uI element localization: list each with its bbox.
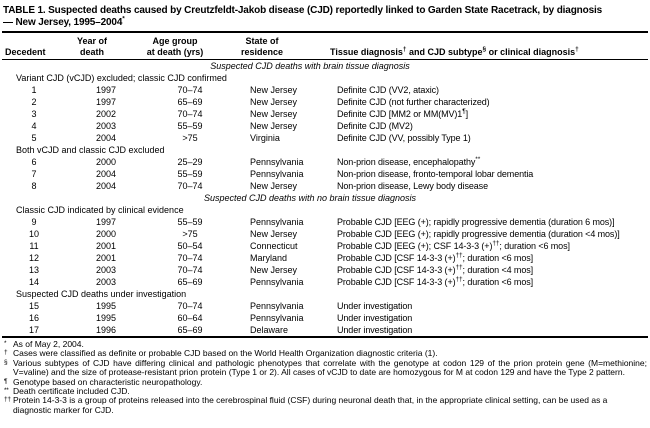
cell-age-group: 55–59: [177, 169, 203, 179]
cell-state-of-residence: New Jersey: [250, 97, 298, 107]
cell-state-of-residence: New Jersey: [250, 229, 298, 239]
table-row: [2, 324, 648, 336]
footnote-text: Protein 14-3-3 is a group of proteins released into the cerebrospinal fluid (CSF) during neuronal death that, in the appropriate clinical setting, can be used as a diagnostic marker for CJD.: [13, 395, 608, 415]
cell-diagnosis: Probable CJD [CSF 14-3-3 (+)††; duration <6 mos]: [337, 276, 534, 287]
table-row: [2, 156, 648, 168]
cell-year-of-death: 1997: [95, 217, 117, 227]
cell-year-of-death: 2004: [95, 169, 117, 179]
cell-state-of-residence: Connecticut: [250, 241, 298, 251]
table-row: [2, 216, 648, 228]
cell-diagnosis: Under investigation: [337, 325, 413, 335]
footnote-symbol: §: [4, 358, 8, 366]
table-row: [2, 240, 648, 252]
footnote-symbol: ††: [4, 396, 11, 404]
table-title-line2: — New Jersey, 1995–2004*: [3, 15, 125, 28]
cell-state-of-residence: Delaware: [250, 325, 289, 335]
cell-age-group: 50–54: [177, 241, 203, 251]
cell-year-of-death: 1995: [95, 301, 117, 311]
cell-age-group: 70–74: [177, 181, 203, 191]
cell-diagnosis: Definite CJD (VV2, ataxic): [337, 85, 439, 95]
cell-age-group: 70–74: [177, 85, 203, 95]
cell-diagnosis: Non-prion disease, fronto-temporal lobar dementia: [337, 169, 534, 179]
footnote-text: Genotype based on characteristic neuropathology.: [13, 376, 203, 387]
cell-year-of-death: 2003: [95, 265, 117, 275]
section-header: Suspected CJD deaths with no brain tissue diagnosis: [203, 193, 417, 203]
cell-age-group: 55–59: [177, 217, 203, 227]
footnote-symbol: *: [4, 340, 7, 347]
footnote-item: [2, 396, 647, 415]
cell-state-of-residence: Pennsylvania: [250, 157, 304, 167]
cell-state-of-residence: New Jersey: [250, 181, 298, 191]
table-row: [2, 120, 648, 132]
cell-year-of-death: 1997: [95, 85, 117, 95]
col-header-diagnosis-label: Tissue diagnosis† and CJD subtype§ or clinical diagnosis†: [330, 45, 579, 57]
group-label: Variant CJD (vCJD) excluded; classic CJD confirmed: [16, 73, 227, 83]
footnote-text: Various subtypes of CJD have differing clinical and pathologic phenotypes that correlate with the genotype at codon 129 of the prion protein gene (M=methionine; V=valine) and the size of protease-resistant prion protein (Type 1 or 2). All cases of vCJD to date are homozygous for M at codon 129 and have the Type 2 pattern.: [13, 357, 647, 378]
col-header-age-line1: Age group: [152, 36, 198, 46]
table-row: [2, 96, 648, 108]
cell-age-group: 25–29: [177, 157, 203, 167]
cell-decedent: 7: [31, 169, 37, 179]
footnote-symbol: †: [4, 349, 8, 357]
cell-year-of-death: 2000: [95, 229, 117, 239]
group-label: Both vCJD and classic CJD excluded: [16, 145, 165, 155]
cell-diagnosis: Probable CJD [CSF 14-3-3 (+)††; duration <6 mos]: [337, 252, 534, 263]
cell-decedent: 10: [28, 229, 39, 239]
group-label: Classic CJD indicated by clinical evidence: [16, 205, 184, 215]
cell-age-group: 60–64: [177, 313, 203, 323]
cell-age-group: >75: [182, 133, 198, 143]
cell-age-group: 55–59: [177, 121, 203, 131]
table-row: [2, 312, 648, 324]
col-header-age-group: [146, 36, 234, 57]
cell-decedent: 5: [31, 133, 37, 143]
col-header-diagnosis: [330, 47, 650, 58]
cell-diagnosis: Probable CJD [EEG (+); CSF 14-3-3 (+)††; duration <6 mos]: [337, 240, 570, 251]
cell-decedent: 1: [31, 85, 37, 95]
cell-decedent: 14: [28, 277, 39, 287]
cell-diagnosis: Definite CJD (VV, possibly Type 1): [337, 133, 471, 143]
cell-decedent: 16: [28, 313, 39, 323]
col-header-decedent: [2, 47, 66, 58]
cell-decedent: 6: [31, 157, 37, 167]
cell-state-of-residence: Pennsylvania: [250, 277, 304, 287]
cell-state-of-residence: Pennsylvania: [250, 169, 304, 179]
cell-year-of-death: 2000: [95, 157, 117, 167]
table-row: [2, 84, 648, 96]
col-header-state-line1: State of: [245, 36, 279, 46]
table-row: [2, 264, 648, 276]
cell-diagnosis: Non-prion disease, Lewy body disease: [337, 181, 488, 191]
cell-year-of-death: 1996: [95, 325, 117, 335]
cell-diagnosis: Non-prion disease, encephalopathy**: [337, 156, 481, 167]
table-row: [2, 228, 648, 240]
cell-decedent: 2: [31, 97, 37, 107]
cell-year-of-death: 2004: [95, 181, 117, 191]
cell-year-of-death: 2001: [95, 241, 117, 251]
col-header-age-line2: at death (yrs): [146, 46, 204, 57]
cell-year-of-death: 2004: [95, 133, 117, 143]
cell-state-of-residence: Maryland: [250, 253, 288, 263]
table-title: [2, 0, 648, 31]
cell-year-of-death: 2003: [95, 277, 117, 287]
footnote-text: Cases were classified as definite or probable CJD based on the World Health Organization diagnostic criteria (1).: [13, 348, 438, 359]
cell-decedent: 12: [28, 253, 39, 263]
cell-state-of-residence: Pennsylvania: [250, 301, 304, 311]
table-title-line1: TABLE 1. Suspected deaths caused by Creutzfeldt-Jakob disease (CJD) reportedly linked to Garden State Racetrack, by diagnosis: [3, 5, 603, 16]
cell-decedent: 11: [29, 241, 39, 251]
cell-state-of-residence: Virginia: [250, 133, 280, 143]
cell-decedent: 3: [31, 109, 37, 119]
cell-year-of-death: 1995: [95, 313, 117, 323]
table-row: [2, 180, 648, 192]
cell-decedent: 9: [31, 217, 37, 227]
cell-diagnosis: Probable CJD [EEG (+); rapidly progressive dementia (duration 6 mos)]: [337, 217, 615, 227]
col-header-year-line1: Year of: [76, 36, 107, 46]
cell-age-group: 65–69: [177, 97, 203, 107]
cell-diagnosis: Definite CJD [MM2 or MM(MV)1¶]: [337, 108, 469, 119]
footnote-text: As of May 2, 2004.: [13, 339, 84, 349]
table-row: [2, 276, 648, 288]
cell-age-group: >75: [182, 229, 198, 239]
cell-state-of-residence: New Jersey: [250, 265, 298, 275]
cell-age-group: 65–69: [177, 325, 203, 335]
cell-year-of-death: 2002: [95, 109, 117, 119]
cell-diagnosis: Under investigation: [337, 313, 413, 323]
cell-decedent: 8: [31, 181, 37, 191]
cell-decedent: 17: [28, 325, 39, 335]
cell-diagnosis: Definite CJD (MV2): [337, 121, 413, 131]
cell-decedent: 15: [28, 301, 39, 311]
col-header-year-line2: death: [79, 46, 104, 57]
cell-year-of-death: 2001: [95, 253, 117, 263]
cell-decedent: 4: [31, 121, 37, 131]
footnote-symbol: ¶: [4, 377, 8, 385]
cell-age-group: 70–74: [177, 109, 203, 119]
table-body: [2, 60, 648, 336]
cell-state-of-residence: Pennsylvania: [250, 313, 304, 323]
cell-year-of-death: 1997: [95, 97, 117, 107]
cell-age-group: 70–74: [177, 301, 203, 311]
cell-diagnosis: Definite CJD (not further characterized): [337, 97, 490, 107]
col-header-state: [234, 36, 330, 57]
cell-age-group: 65–69: [177, 277, 203, 287]
section-header: Suspected CJD deaths with brain tissue diagnosis: [210, 61, 410, 71]
table-row: [2, 300, 648, 312]
cell-state-of-residence: Pennsylvania: [250, 217, 304, 227]
cell-diagnosis: Under investigation: [337, 301, 413, 311]
cell-diagnosis: Probable CJD [EEG (+); rapidly progressive dementia (duration <4 mos)]: [337, 229, 620, 239]
cell-state-of-residence: New Jersey: [250, 85, 298, 95]
footnote-symbol: **: [4, 387, 9, 395]
footnotes: [2, 338, 648, 415]
col-header-decedent-label: Decedent: [5, 46, 46, 57]
table-row: [2, 108, 648, 120]
cell-decedent: 13: [28, 265, 39, 275]
group-label: Suspected CJD deaths under investigation: [16, 289, 187, 299]
cell-age-group: 70–74: [177, 265, 203, 275]
cell-state-of-residence: New Jersey: [250, 121, 298, 131]
footnote-item: [2, 359, 647, 378]
cell-year-of-death: 2003: [95, 121, 117, 131]
cell-diagnosis: Probable CJD [CSF 14-3-3 (+)††; duration <4 mos]: [337, 264, 534, 275]
footnote-text: Death certificate included CJD.: [13, 386, 130, 397]
table-row: [2, 132, 648, 144]
table-row: [2, 252, 648, 264]
column-header-row: [2, 33, 648, 59]
col-header-year-of-death: [66, 36, 146, 57]
col-header-state-line2: residence: [240, 46, 284, 57]
table-row: [2, 168, 648, 180]
cell-state-of-residence: New Jersey: [250, 109, 298, 119]
cell-age-group: 70–74: [177, 253, 203, 263]
